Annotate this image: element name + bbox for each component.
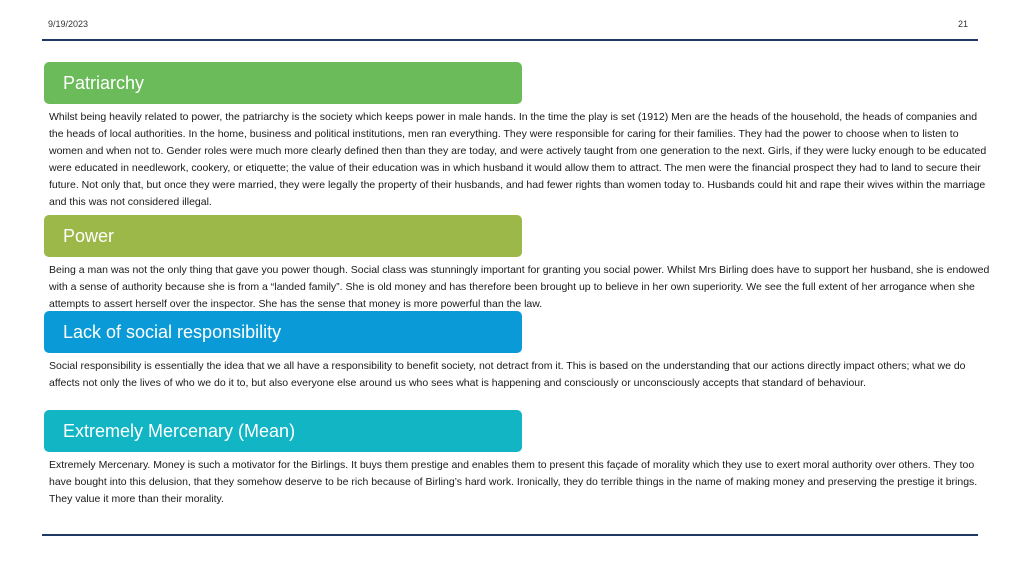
section-title-social-responsibility: Lack of social responsibility xyxy=(44,311,522,353)
section-title-power: Power xyxy=(44,215,522,257)
section-title-extremely-mercenary: Extremely Mercenary (Mean) xyxy=(44,410,522,452)
section-patriarchy xyxy=(44,62,994,211)
top-divider xyxy=(42,39,978,41)
section-text-extremely-mercenary: Extremely Mercenary. Money is such a motivator for the Birlings. It buys them prestige and enables them to present this façade of morality which they use to exert moral authority over others. They too have bought into this delusion, that they somehow deserve to be rich because of Birling’s hard work. Ironically, they do terrible things in the name of making money and preserving the prestige it brings. They value it more than their morality. xyxy=(49,459,978,505)
bottom-divider xyxy=(42,534,978,536)
section-text-patriarchy: Whilst being heavily related to power, the patriarchy is the society which keeps power in male hands. In the time the play is set (1912) Men are the heads of the household, the heads of companies and the heads of local authorities. In the home, business and political institutions, men ran everything. They were responsible for caring for their families. They had the power to choose when to listen to women and when not to. Gender roles were much more clearly defined then than they are today, and were actively taught from one generation to the next. Girls, if they were lucky enough to be educated were educated in needlework, cookery, or etiquette; the value of their education was in which husband it would allow them to attract. The men were the financial prospect they had to land to secure their future. Not only that, but once they were married, they were legally the property of their husbands, and had fewer rights than women today to. Husbands could hit and rape their wives within the marriage and this was not considered illegal. xyxy=(49,111,987,208)
section-extremely-mercenary xyxy=(44,410,994,508)
slide-date: 9/19/2023 xyxy=(48,19,89,29)
section-text-power: Being a man was not the only thing that gave you power though. Social class was stunningly important for granting you social power. Whilst Mrs Birling does have to support her husband, she is endowed with a sense of authority because she is from a “landed family”. She is old money and has therefore been brought up to believe in her own superiority. We see the full extent of her arrogance when she attempts to assert herself over the inspector. She has the sense that money is more powerful than the law. xyxy=(49,264,990,310)
section-text-social-responsibility: Social responsibility is essentially the idea that we all have a responsibility to benefit society, not detract from it. This is based on the understanding that our actions directly impact others; what we do affects not only the lives of who we do it to, but also everyone else around us who sees what is happening and consciously or unconsciously accepts that standard of behaviour. xyxy=(49,360,966,389)
section-social-responsibility xyxy=(44,311,994,392)
slide-page-number: 21 xyxy=(958,19,969,29)
section-title-patriarchy: Patriarchy xyxy=(44,62,522,104)
section-power xyxy=(44,215,994,313)
